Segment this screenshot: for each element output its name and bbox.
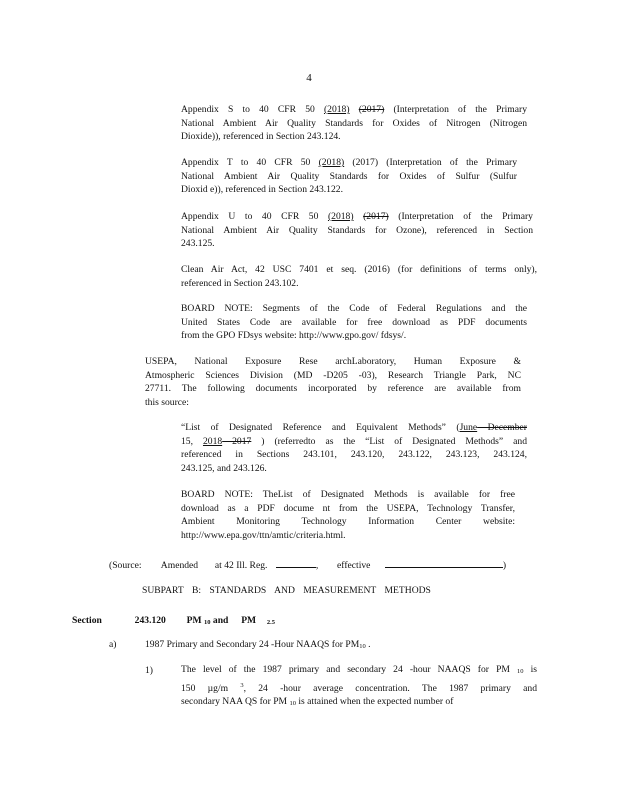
source-note xyxy=(109,558,506,572)
board-note-epa-line-4: http://www.epa.gov/ttn/amtic/criteria.html. xyxy=(181,529,346,541)
source-comma: , xyxy=(315,560,319,571)
item-1-text-a: The level of the 1987 primary and secondary 24 -hour NAAQS for PM xyxy=(181,664,518,675)
section-sub-10: 10 xyxy=(204,619,211,626)
deleted-year: 2017 xyxy=(222,435,252,447)
deleted-year: (2017) xyxy=(363,211,389,222)
item-1-text-f: is attained when the expected number of xyxy=(295,696,454,708)
item-1-sub: 10 xyxy=(517,668,524,675)
section-label: Section xyxy=(72,615,102,626)
appendix-t-text: Appendix T to 40 CFR 50 xyxy=(181,157,319,168)
usepa-line-3: 27711. The following documents incorporated by reference are available from xyxy=(145,383,521,395)
inserted-year: 2018 xyxy=(202,435,223,447)
inserted-year: (2018) xyxy=(323,104,350,115)
source-effective: effective xyxy=(337,560,371,571)
source-close: ) xyxy=(502,560,507,571)
item-a-subscript: 10 xyxy=(359,643,366,650)
source-label: (Source: xyxy=(109,560,142,571)
board-note-epa-line-1: BOARD NOTE: TheList of Designated Methods is available for free xyxy=(181,489,515,500)
clean-air-line-1: Clean Air Act, 42 USC 7401 et seq. (2016) (for definitions of terms only), xyxy=(181,264,537,275)
item-1-text-d: , 24 -hour average concentration. The 1987 primary and xyxy=(243,682,537,694)
section-sub-25: 2.5 xyxy=(266,619,276,626)
item-1-label: 1) xyxy=(145,665,153,676)
appendix-t-entry xyxy=(181,156,517,197)
list-designated-text: “List of Designated Reference and Equivalent Methods” ( xyxy=(181,422,460,433)
board-note-gpo-line-3: from the GPO FDsys website: http://www.gpo.gov/ fdsys/. xyxy=(181,330,407,342)
appendix-t-text-tail: (2017) (Interpretation of the Primary xyxy=(344,157,518,168)
item-a-label: a) xyxy=(109,639,117,650)
item-a-body: 1987 Primary and Secondary 24 -Hour NAAQS for PM xyxy=(145,639,360,650)
appendix-u-line-3: 243.125. xyxy=(181,238,215,250)
appendix-t-line-1 xyxy=(181,156,517,170)
list-designated-line-2 xyxy=(181,435,527,449)
deleted-month: December xyxy=(477,422,527,433)
subpart-heading: SUBPART B: STANDARDS AND MEASUREMENT METHODS xyxy=(142,585,431,596)
board-note-gpo-line-2: United States Code are available for free download as PDF documents xyxy=(181,316,527,328)
appendix-u-line-2: National Ambient Air Quality Standards for Ozone), referenced in Section xyxy=(181,224,533,236)
item-1-line-2 xyxy=(181,679,537,696)
page-number: 4 xyxy=(306,72,312,84)
item-1-sup: 3 xyxy=(240,681,244,689)
section-heading xyxy=(72,614,275,629)
item-a-text xyxy=(145,638,371,653)
usepa-entry xyxy=(145,355,521,409)
item-1-line-3 xyxy=(181,695,537,711)
board-note-epa-line-3: Ambient Monitoring Technology Information Center website: xyxy=(181,516,515,528)
appendix-s-line-2: National Ambient Air Quality Standards for Oxides of Nitrogen (Nitrogen xyxy=(181,117,527,129)
section-number: 243.120 xyxy=(134,615,166,626)
inserted-month: June xyxy=(459,422,478,433)
appendix-s-text: Appendix S to 40 CFR 50 xyxy=(181,104,324,115)
list-designated-line-4: 243.125, and 243.126. xyxy=(181,462,267,474)
section-and: and xyxy=(212,615,229,626)
appendix-u-text: Appendix U to 40 CFR 50 xyxy=(181,211,328,222)
list-designated-text-tail: ) (referredto as the “List of Designated Methods” and xyxy=(251,435,528,447)
effective-date-blank xyxy=(385,558,503,568)
item-1-text-b: is xyxy=(523,664,537,675)
list-designated-text: 15, xyxy=(181,435,203,447)
list-designated-line-3: referenced in Sections 243.101, 243.120, 243.122, 243.123, 243.124, xyxy=(181,449,527,461)
appendix-s-text-tail: (Interpretation of the Primary xyxy=(384,104,527,115)
board-note-epa-line-2: download as a PDF docume nt from the USEPA, Technology Transfer, xyxy=(181,502,515,514)
section-pm-2: PM xyxy=(241,615,257,626)
board-note-gpo-line-1: BOARD NOTE: Segments of the Code of Federal Regulations and the xyxy=(181,303,527,314)
source-reg: at 42 Ill. Reg. xyxy=(214,560,268,571)
usepa-line-4: this source: xyxy=(145,396,189,408)
appendix-u-text-tail: (Interpretation of the Primary xyxy=(388,211,533,222)
item-1-sub-2: 10 xyxy=(289,700,296,708)
appendix-s-line-3: Dioxide)), referenced in Section 243.124. xyxy=(181,131,341,143)
section-pm: PM xyxy=(186,615,202,626)
item-1-text xyxy=(181,663,537,711)
appendix-s-line-1 xyxy=(181,103,527,117)
list-designated-methods-entry xyxy=(181,421,527,475)
reg-page-blank xyxy=(276,558,316,568)
appendix-u-line-1 xyxy=(181,210,533,224)
deleted-year: (2017) xyxy=(358,104,385,115)
clean-air-line-2: referenced in Section 243.102. xyxy=(181,277,299,289)
item-1-line-1 xyxy=(181,663,537,679)
item-a-tail: . xyxy=(365,639,371,650)
usepa-line-1: USEPA, National Exposure Rese archLaboratory, Human Exposure & xyxy=(145,356,521,367)
item-1-text-e: secondary NAA QS for PM xyxy=(181,696,290,708)
source-amended: Amended xyxy=(160,560,199,571)
usepa-line-2: Atmospheric Sciences Division (MD -D205 -03), Research Triangle Park, NC xyxy=(145,369,521,381)
appendix-t-line-3: Dioxid e)), referenced in Section 243.122. xyxy=(181,184,343,196)
item-1-text-c: 150 µg/m xyxy=(181,682,241,694)
board-note-gpo xyxy=(181,302,527,343)
inserted-year: (2018) xyxy=(318,157,345,168)
clean-air-act-entry xyxy=(181,263,537,290)
list-designated-line-1 xyxy=(181,421,527,435)
appendix-u-entry xyxy=(181,210,533,251)
appendix-s-entry xyxy=(181,103,527,144)
item-a xyxy=(109,638,116,651)
inserted-year: (2018) xyxy=(327,211,354,222)
appendix-t-line-2: National Ambient Air Quality Standards for Oxides of Sulfur (Sulfur xyxy=(181,170,517,182)
board-note-epa xyxy=(181,488,515,542)
